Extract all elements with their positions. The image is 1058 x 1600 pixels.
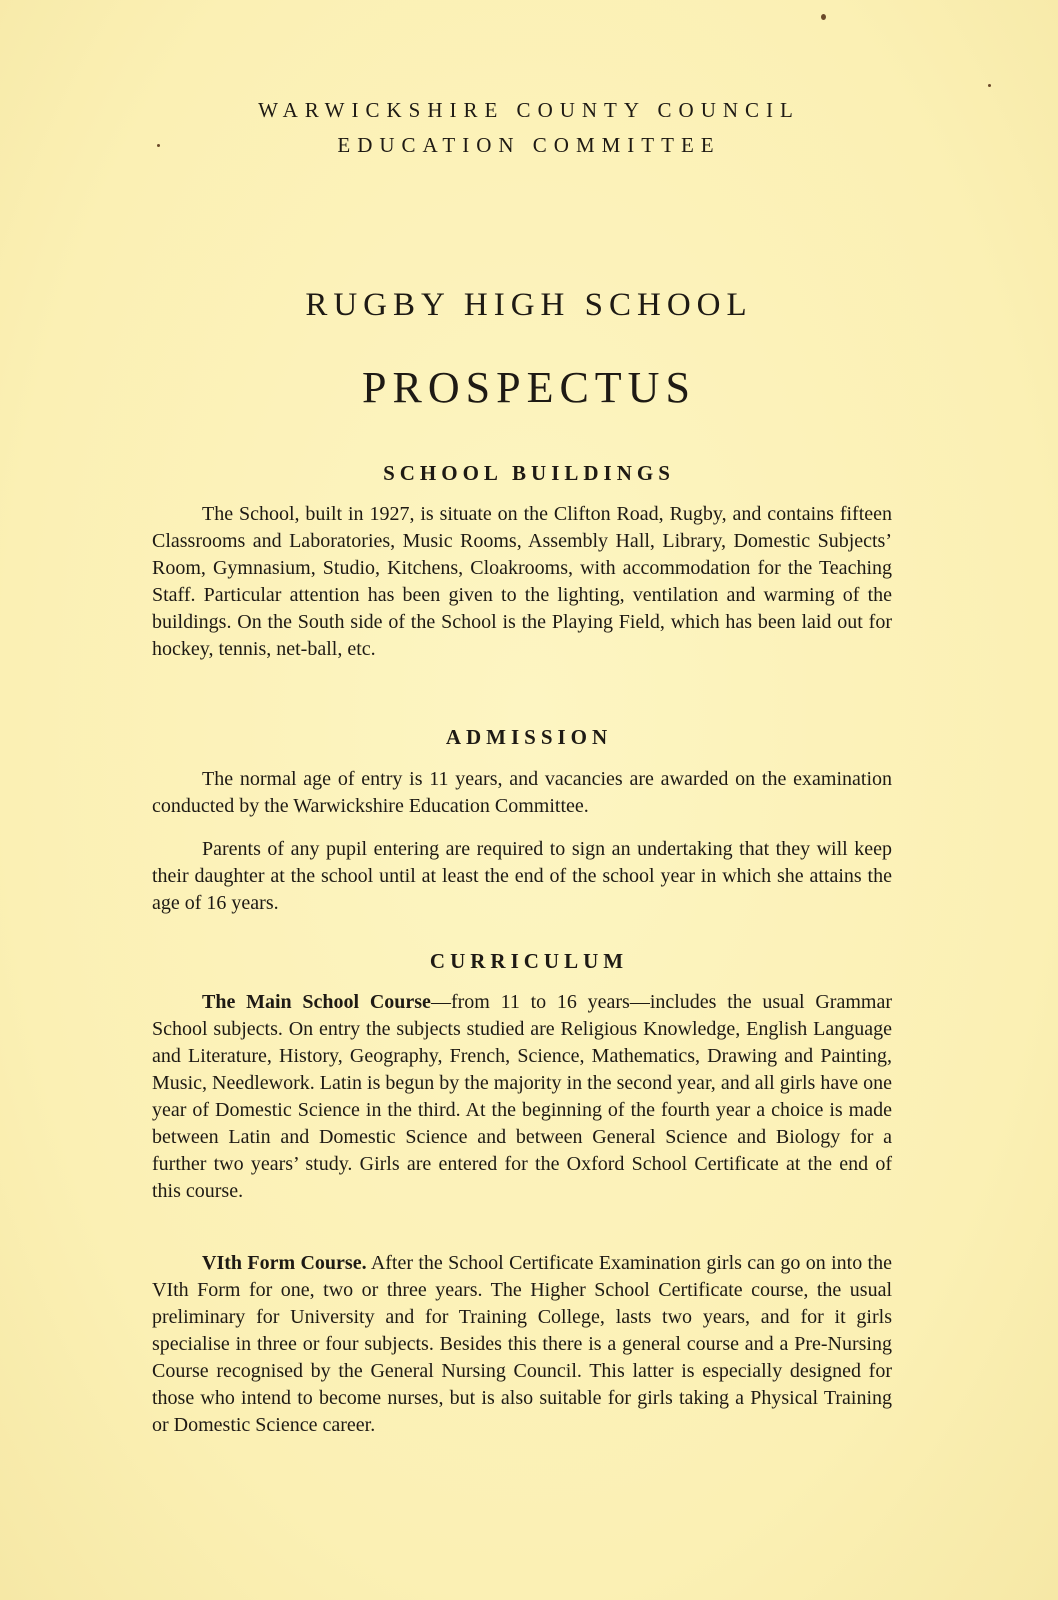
section-heading-admission: ADMISSION [445,725,613,749]
curriculum-sixth-form-paragraph [152,1250,892,1439]
paper-speck [821,14,826,20]
sixth-form-lead: VIth Form Course. [202,1252,367,1274]
admission-paragraph-2: Parents of any pupil entering are required to sign an undertaking that they will keep their daughter at the school until at least the end of the school year in which she attains the age of 16 years. [152,838,892,914]
paper-speck [988,84,991,87]
main-course-text: —from 11 to 16 years—includes the usual Grammar School subjects. On entry the subjects studied are Religious Knowledge, English Language and Literature, History, Geography, French, Science, Mathematics, Drawing and Painting, Music, Needlework. Latin is begun by the majority in the second year, and all girls have one year of Domestic Science in the third. At the beginning of the fourth year a choice is made between Latin and Domestic Science and between General Science and Biology for a further two years’ study. Girls are entered for the Oxford School Certificate at the end of this course. [152,991,892,1202]
section-heading-curriculum: CURRICULUM [429,949,629,973]
buildings-paragraph: The School, built in 1927, is situate on the Clifton Road, Rugby, and contains fifteen Classrooms and Laboratories, Music Rooms, Assembly Hall, Library, Domestic Subjects’ Room, Gymnasium, Studio, Kitchens, Cloakrooms, with accommodation for the Teaching Staff. Particular attention has been given to the lighting, ventilation and warming of the buildings. On the South side of the School is the Playing Field, which has been laid out for hockey, tennis, net-ball, etc. [152,503,892,660]
committee-name: EDUCATION COMMITTEE [337,133,721,157]
admission-paragraph-1: The normal age of entry is 11 years, and vacancies are awarded on the examination conducted by the Warwickshire Education Committee. [152,768,892,817]
main-course-lead: The Main School Course [202,991,431,1013]
sixth-form-text: After the School Certificate Examination girls can go on into the VIth Form for one, two or three years. The Higher School Certificate course, the usual preliminary for University and for Training College, lasts two years, and for it girls specialise in three or four subjects. Besides this there is a general course and a Pre-Nursing Course recognised by the General Nursing Council. This latter is especially designed for those who intend to become nurses, but is also suitable for girls taking a Physical Training or Domestic Science career. [152,1252,892,1436]
council-name: WARWICKSHIRE COUNTY COUNCIL [258,98,800,122]
section-heading-buildings: SCHOOL BUILDINGS [383,461,675,485]
document-title: PROSPECTUS [362,363,696,412]
school-name: RUGBY HIGH SCHOOL [305,287,753,323]
curriculum-main-course-paragraph [152,989,892,1205]
